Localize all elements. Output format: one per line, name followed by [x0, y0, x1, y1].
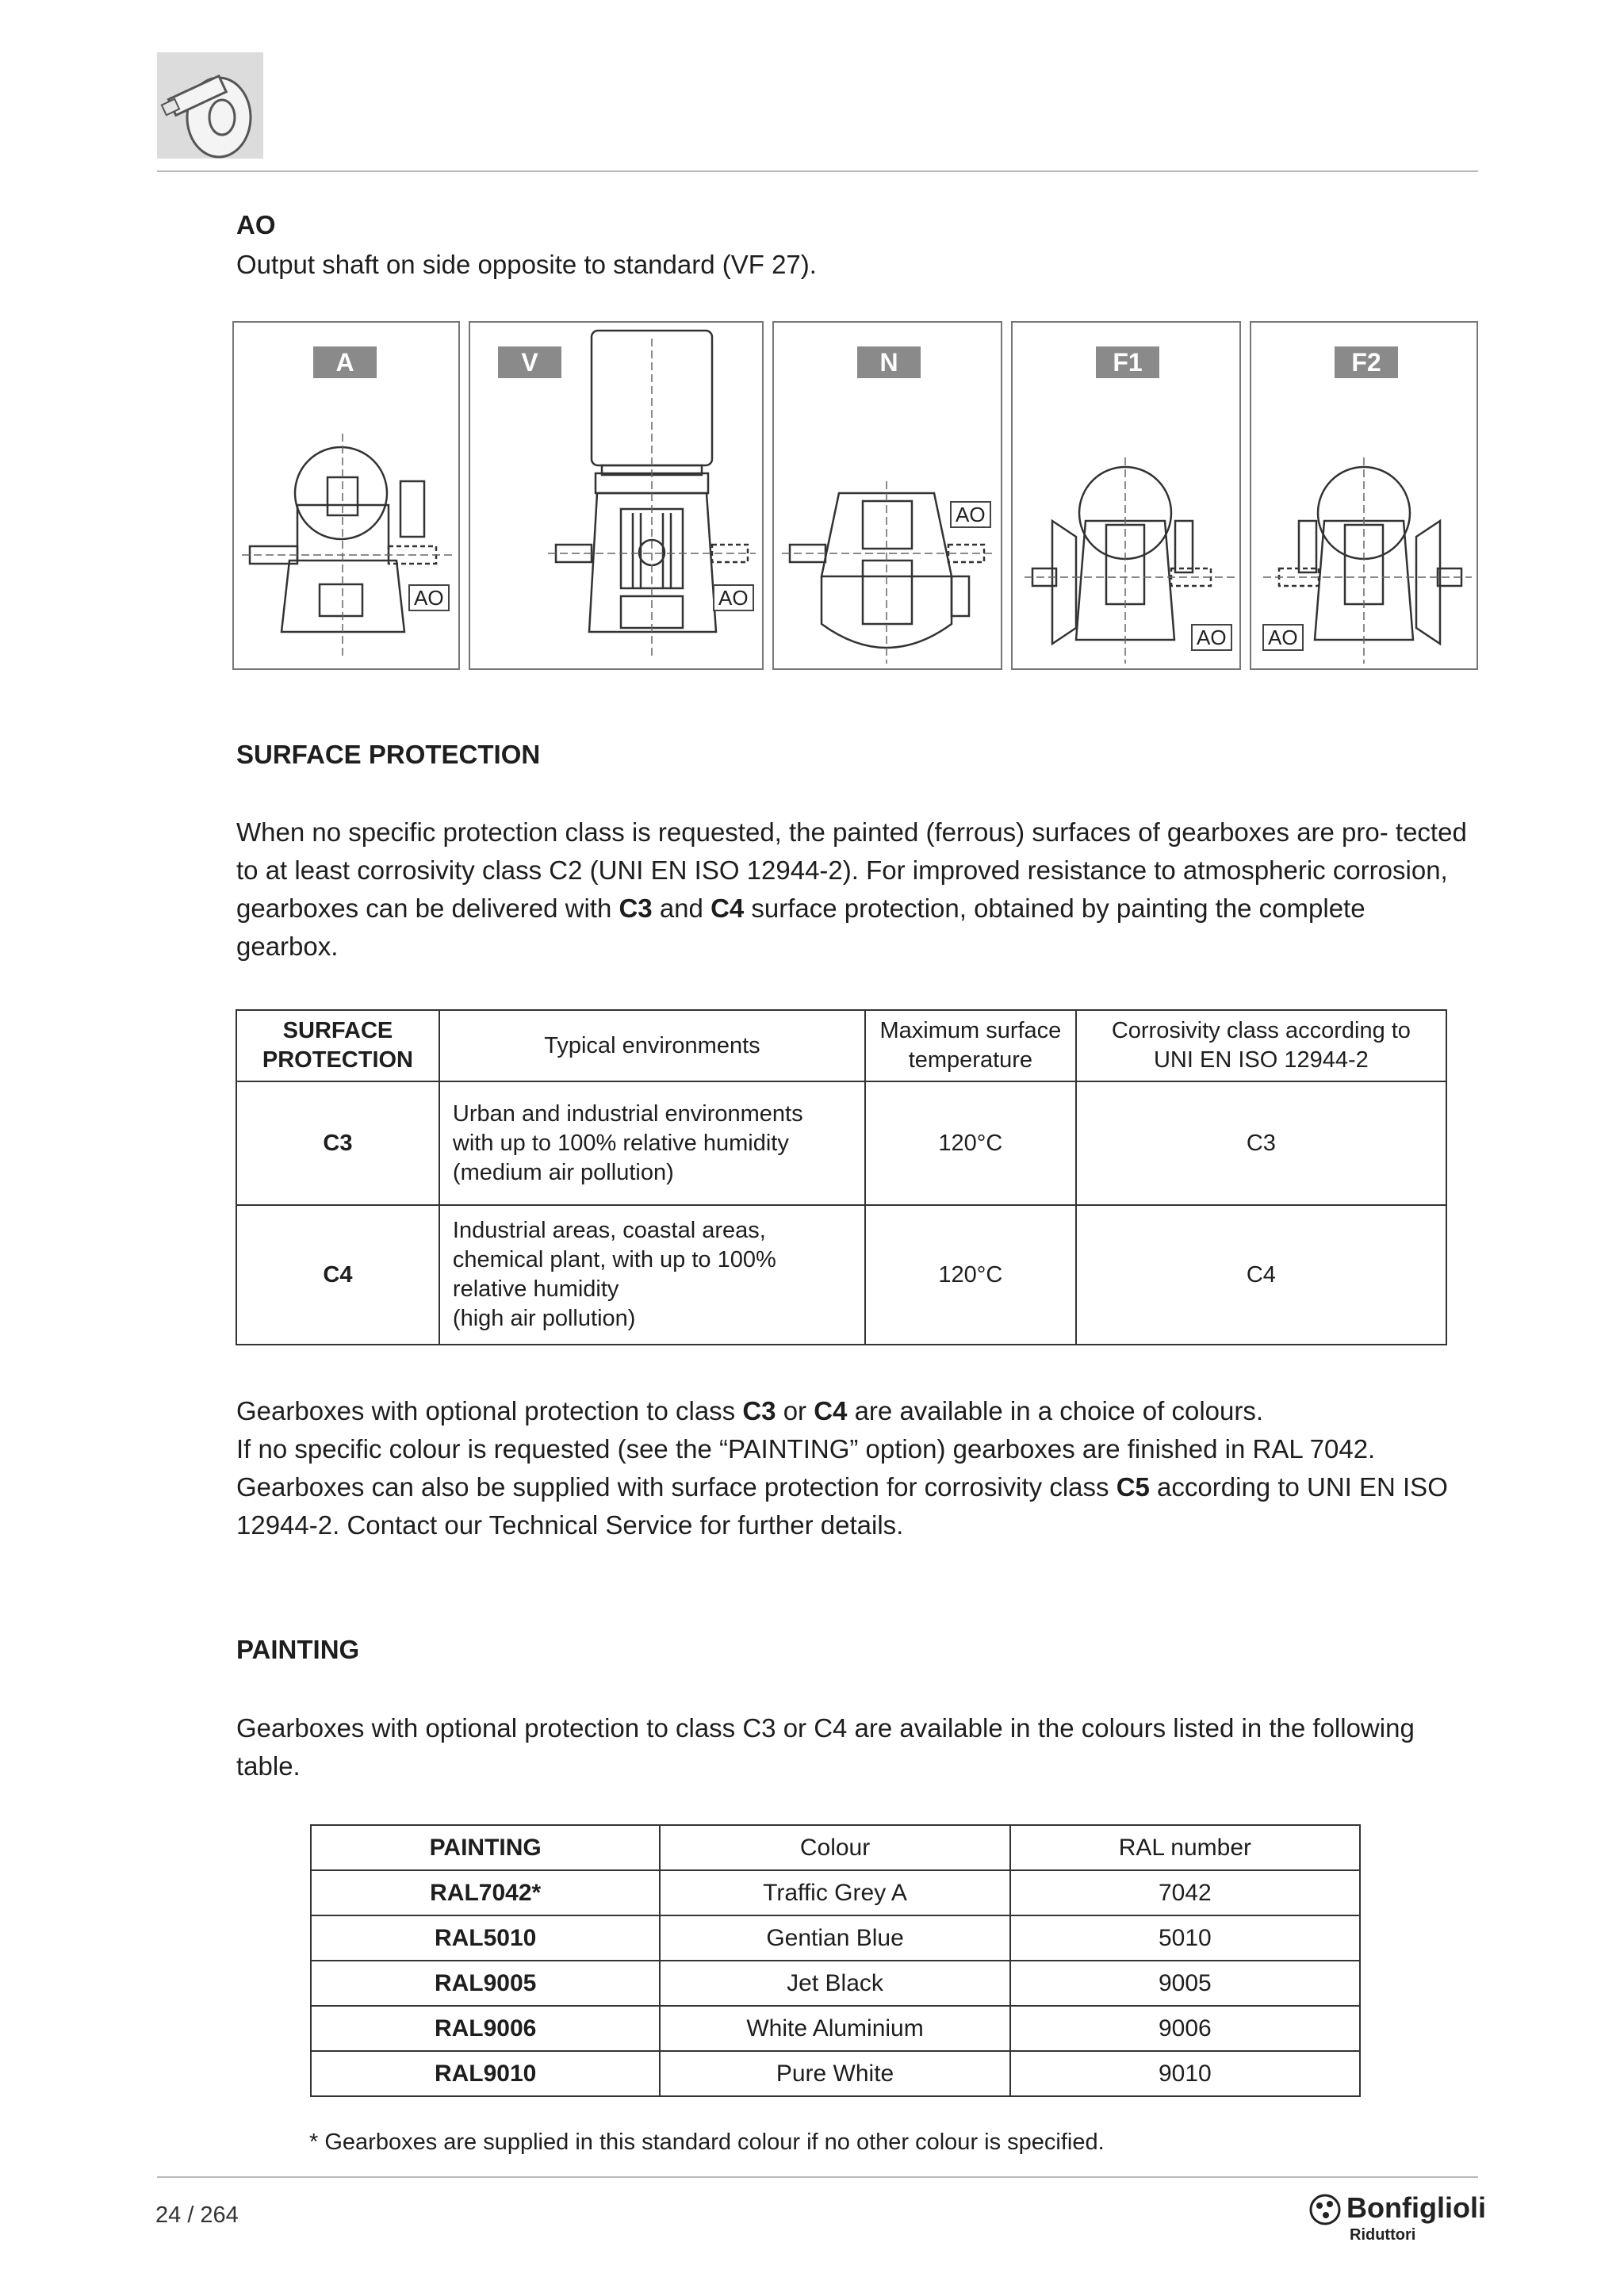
colour-cell: Pure White: [660, 2051, 1009, 2096]
header-colour: Colour: [660, 1825, 1009, 1870]
figure-a: [232, 321, 460, 670]
colour-cell: Traffic Grey A: [660, 1870, 1009, 1915]
table-row: [311, 1915, 1360, 1961]
footer-rule: [157, 2176, 1478, 2178]
table-row: [311, 1961, 1360, 2006]
surface-protection-title: SURFACE PROTECTION: [236, 740, 541, 769]
figure-n: [772, 321, 1002, 670]
ao-description: Output shaft on side opposite to standard (VF 27).: [236, 250, 817, 279]
environment-cell: Urban and industrial environments with up to 100% relative humidity (medium air pollution): [439, 1081, 865, 1205]
header-surface-protection: SURFACE PROTECTION: [236, 1010, 439, 1081]
table-row: [236, 1205, 1446, 1345]
ral-cell: 9005: [1010, 1961, 1360, 2006]
ral-cell: 7042: [1010, 1870, 1360, 1915]
protection-cell: C4: [236, 1205, 439, 1345]
brand-subtitle: Riduttori: [1350, 2226, 1416, 2244]
painting-table: [310, 1824, 1361, 2097]
ao-tag-a: AO: [408, 584, 450, 611]
gearbox-drawing-n: [774, 323, 1004, 672]
figure-label-f2: F2: [1335, 346, 1398, 378]
surface-protection-intro: When no specific protection class is requested, the painted (ferrous) surfaces of gearboxes are pro- tected to at least corrosivity class C2 (UNI EN ISO 12944-2). For improved resistance to atmospheric corrosion, gearboxes can be delivered with C3 and C4 surface protection, obtained by painting the complete gearbox.: [236, 817, 1467, 961]
painting-title: PAINTING: [236, 1635, 360, 1664]
ao-tag-f2: AO: [1262, 624, 1304, 651]
table-row: [311, 2006, 1360, 2051]
header-typical-environments: Typical environments: [439, 1010, 865, 1081]
figure-label-v: V: [498, 346, 561, 378]
ao-tag-v: AO: [713, 584, 754, 611]
painting-intro: Gearboxes with optional protection to class C3 or C4 are available in the colours listed in the following table.: [236, 1713, 1415, 1781]
table-header-row: [236, 1010, 1446, 1081]
ral-cell: 9010: [1010, 2051, 1360, 2096]
bonfiglioli-logo: [1308, 2190, 1486, 2245]
gearbox-drawing-v: [470, 323, 765, 672]
header-max-temperature: Maximum surface temperature: [865, 1010, 1076, 1081]
surface-protection-table: [236, 1009, 1447, 1345]
ao-title: AO: [236, 210, 276, 239]
protection-cell: C3: [236, 1081, 439, 1205]
brand-name: Bonfiglioli: [1346, 2191, 1486, 2224]
bonfiglioli-logo-icon: [1308, 2193, 1342, 2226]
temperature-cell: 120°C: [865, 1205, 1076, 1345]
page-number: 24 / 264: [155, 2202, 239, 2228]
gearbox-drawing-f2: [1251, 323, 1480, 672]
gearbox-drawing-a: [234, 323, 462, 672]
header-painting: PAINTING: [311, 1825, 660, 1870]
header-rule: [157, 170, 1478, 172]
gearbox-header-icon: [157, 52, 263, 159]
table-row: [311, 1870, 1360, 1915]
ral-cell: 5010: [1010, 1915, 1360, 1961]
figure-v: [469, 321, 764, 670]
colour-cell: Gentian Blue: [660, 1915, 1009, 1961]
table-row: [236, 1081, 1446, 1205]
ao-tag-f1: AO: [1191, 624, 1232, 651]
colour-cell: White Aluminium: [660, 2006, 1009, 2051]
surface-protection-notes: Gearboxes with optional protection to class C3 or C4 are available in a choice of colours. If no specific colour is requested (see the “PAINTING” option) gearboxes are finished in RAL 7042. Gearboxes can also be supplied with surface protection for corrosivity class C5 according to UNI EN ISO 12944-2. Contact our Technical Service for further details.: [236, 1396, 1448, 1540]
header-corrosivity-class: Corrosivity class according to UNI EN ISO 12944-2: [1076, 1010, 1446, 1081]
ral-cell: 9006: [1010, 2006, 1360, 2051]
figure-label-f1: F1: [1096, 346, 1159, 378]
painting-code-cell: RAL9005: [311, 1961, 660, 2006]
figure-f1: [1011, 321, 1241, 670]
figure-f2: [1250, 321, 1478, 670]
painting-code-cell: RAL7042*: [311, 1870, 660, 1915]
figure-label-n: N: [857, 346, 921, 378]
table-header-row: [311, 1825, 1360, 1870]
temperature-cell: 120°C: [865, 1081, 1076, 1205]
class-cell: C4: [1076, 1205, 1446, 1345]
colour-cell: Jet Black: [660, 1961, 1009, 2006]
painting-code-cell: RAL5010: [311, 1915, 660, 1961]
painting-code-cell: RAL9006: [311, 2006, 660, 2051]
ao-tag-n: AO: [950, 501, 991, 528]
gearbox-drawing-f1: [1013, 323, 1243, 672]
table-row: [311, 2051, 1360, 2096]
header-ral-number: RAL number: [1010, 1825, 1360, 1870]
figure-label-a: A: [313, 346, 377, 378]
painting-code-cell: RAL9010: [311, 2051, 660, 2096]
class-cell: C3: [1076, 1081, 1446, 1205]
painting-footnote: * Gearboxes are supplied in this standard colour if no other colour is specified.: [309, 2130, 1105, 2155]
environment-cell: Industrial areas, coastal areas, chemical plant, with up to 100% relative humidity (high air pollution): [439, 1205, 865, 1345]
